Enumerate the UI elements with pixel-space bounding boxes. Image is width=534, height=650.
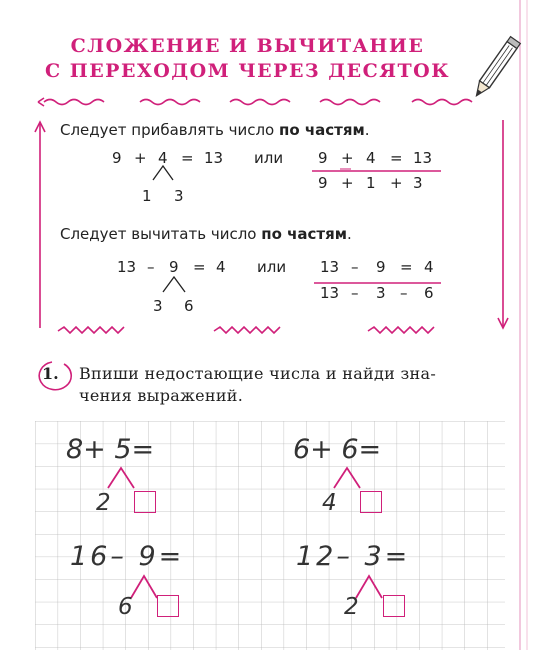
bottom-zigzag-line	[58, 327, 434, 333]
sub-example-result: 4	[216, 258, 226, 276]
exercise-4-answer-box[interactable]	[383, 595, 405, 617]
sub-alt-1-3: =	[400, 258, 413, 276]
sub-example-eq: =	[193, 258, 206, 276]
sub-split-1: 3	[153, 297, 163, 315]
add-alt-2-1: +	[341, 174, 354, 192]
add-alt-1-4: 13	[413, 149, 433, 167]
exercise-1-given-part: 2	[96, 490, 111, 516]
add-alt-2-0: 9	[318, 174, 328, 192]
sub-alt-2-0: 13	[320, 284, 340, 302]
task-text-line1: Впиши недостающие числа и найди зна-	[79, 364, 437, 383]
page-title-line2: С ПЕРЕХОДОМ ЧЕРЕЗ ДЕСЯТОК	[45, 60, 450, 82]
exercise-4-given-part: 2	[344, 594, 359, 620]
sub-alt-1-0: 13	[320, 258, 340, 276]
add-split-1: 1	[142, 187, 152, 205]
add-alt-2-2: 1	[366, 174, 376, 192]
exercise-2-given-part: 4	[322, 490, 337, 516]
add-split-2: 3	[174, 187, 184, 205]
add-alt-1-2: 4	[366, 149, 376, 167]
sub-example-a: 13	[117, 258, 137, 276]
add-alt-1-0: 9	[318, 149, 328, 167]
exercise-3-expression: 16– 9=	[70, 541, 185, 572]
sub-alt-2-3: –	[400, 284, 408, 302]
exercise-2-answer-box[interactable]	[360, 491, 382, 513]
exercise-3-answer-box[interactable]	[157, 595, 179, 617]
split-lines-add	[153, 166, 173, 180]
sub-alt-2-1: –	[351, 284, 359, 302]
add-rule-text: Следует прибавлять число по частям.	[60, 121, 370, 139]
add-alt-2-3: +	[390, 174, 403, 192]
left-arrow	[35, 122, 45, 328]
sub-example-or: или	[257, 258, 287, 276]
task-text-line2: чения выражений.	[79, 386, 244, 405]
add-example-b: 4	[158, 149, 168, 167]
right-arrow	[498, 120, 508, 328]
exercise-1-answer-box[interactable]	[134, 491, 156, 513]
sub-alt-1-4: 4	[424, 258, 434, 276]
add-alt-2-4: 3	[413, 174, 423, 192]
add-example-or: или	[254, 149, 284, 167]
add-alt-1-3: =	[390, 149, 403, 167]
split-lines-sub	[163, 277, 185, 292]
sub-example-b: 9	[169, 258, 179, 276]
exercise-1-expression: 8+ 5=	[66, 434, 155, 465]
sub-example-op: –	[147, 258, 155, 276]
add-example-a: 9	[112, 149, 122, 167]
sub-rule-text: Следует вычитать число по частям.	[60, 225, 352, 243]
task-number: 1.	[42, 364, 59, 383]
add-alt-1-1: +	[341, 149, 354, 167]
exercise-2-expression: 6+ 6=	[293, 434, 382, 465]
sub-split-2: 6	[184, 297, 194, 315]
sub-alt-1-1: –	[351, 258, 359, 276]
top-wavy-line	[38, 98, 472, 106]
page-title-line1: СЛОЖЕНИЕ И ВЫЧИТАНИЕ	[70, 35, 425, 57]
add-example-eq: =	[181, 149, 194, 167]
sub-alt-2-2: 3	[376, 284, 386, 302]
exercise-3-given-part: 6	[118, 594, 133, 620]
add-example-result: 13	[204, 149, 224, 167]
sub-alt-2-4: 6	[424, 284, 434, 302]
exercise-4-expression: 12– 3=	[296, 541, 411, 572]
sub-alt-1-2: 9	[376, 258, 386, 276]
add-example-op: +	[134, 149, 147, 167]
